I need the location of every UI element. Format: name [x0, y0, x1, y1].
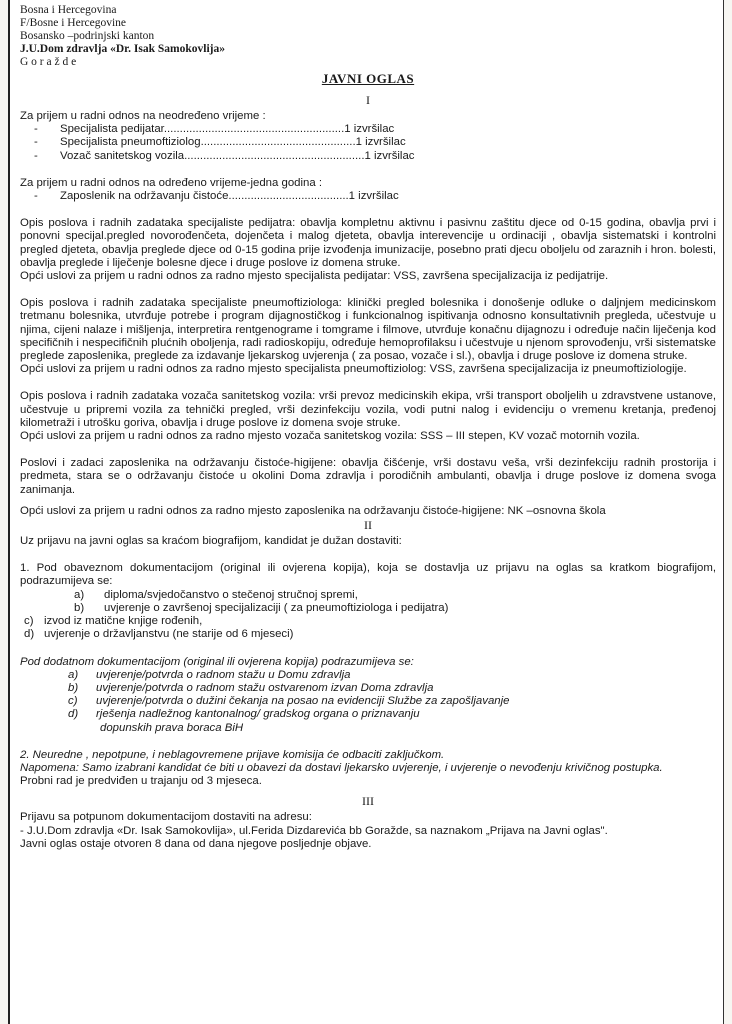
additional-doc-item: c) uvjerenje/potvrda o dužini čekanja na posao na evidenciji Službe za zapošljavanje — [68, 695, 510, 708]
pneumoftiziolog-conditions: Opći uslovi za prijem u radni odnos za radno mjesto specijalista pneumoftiziolog: VSS, završena specijalizacija iz pneumoftiziologije. — [20, 363, 687, 376]
section-numeral-iii: III — [362, 794, 374, 809]
additional-doc-continuation: dopunskih prava boraca BiH — [100, 721, 244, 734]
indefinite-intro: Za prijem u radni odnos na neodređeno vrijeme : — [20, 110, 266, 122]
pediatrician-duties: Opis poslova i radnih zadataka specijaliste pedijatra: obavlja kompletnu aktivnu i pasivnu zaštitu djece od 0-15 godina, obavlja prvi i ponovni specijal.pregled novorođenčeta, dojenčeta i malog djeteta, obavlja interevencije u ordinaciji , obavlja sistematski i kontrolni pregled djeteta, obavlja preglede djece od 0-15 godina prije izvođenja imunizacije, posebno prati djecu oboljelu od zaraznih i hron. bolesti, obavlja preglede i liječenje bolesne djece i druge poslove iz domena struke. — [20, 217, 716, 269]
driver-conditions: Opći uslovi za prijem u radni odnos za radno mjesto vozača sanitetskog vozila: SSS – III stepen, KV vozač motornih vozila. — [20, 430, 640, 443]
documents-intro: Uz prijavu na javni oglas sa kraćom biografijom, kandidat je dužan dostaviti: — [20, 535, 402, 548]
submission-address: - J.U.Dom zdravlja «Dr. Isak Samokovlija», ul.Ferida Dizdarevića bb Goražde, sa naznakom „Prijava na Javni oglas". — [20, 824, 608, 837]
letterhead-entity: F/Bosne i Hercegovine — [20, 17, 127, 29]
section-numeral-i: I — [366, 93, 370, 107]
ad-open-duration: Javni oglas ostaje otvoren 8 dana od dana njegove posljednje objave. — [20, 837, 372, 850]
mandatory-doc-item: d) uvjerenje o državljanstvu (ne starije od 6 mjeseci) — [24, 628, 294, 641]
position-item: - Specijalista pneumoftiziolog.................................................1 izvršilac — [34, 136, 406, 149]
cleaner-conditions: Opći uslovi za prijem u radni odnos za radno mjesto zaposlenika na održavanju čistoće-higijene: NK –osnovna škola — [20, 504, 606, 517]
pneumoftiziolog-duties: Opis poslova i radnih zadataka specijaliste pneumoftiziologa: klinički pregled bolesnika i donošenje odluke o daljnjem medicinskom tretmanu bolesnika, utvrđuje potrebe i program dijagnostičkog i funkcionalnog ispitivanja odnosno konsultativnih pregleda, učestvuje u njima, cijeni nalaze i mišljenja, interpretira rentgenograme i tomgrame i filmove, utvrđuje konačnu dijagnozu i određuje način liječenja kod specifičnih i nespecifičnih plućnih oboljenja, radi radioskopiju, određuje hemoprofilaksu i učestvuje u njenom sprovođenju, vrši sistematske preglede zaposlenika, preglede za izdavanje ljekarskog uvjerenja ( za posao, vozače i sl.), obavlja i druge poslove iz domena struke. — [20, 297, 716, 363]
document-page — [8, 0, 724, 1024]
submission-instruction: Prijavu sa potpunom dokumentacijom dostaviti na adresu: — [20, 811, 312, 824]
definite-intro: Za prijem u radni odnos na određeno vrijeme-jedna godina : — [20, 176, 323, 189]
document-title: JAVNI OGLAS — [321, 71, 415, 86]
section-numeral-ii: II — [364, 518, 372, 533]
incomplete-applications-note: 2. Neuredne , nepotpune, i neblagovremene prijave komisija će odbaciti zaključkom. — [20, 748, 445, 761]
driver-duties: Opis poslova i radnih zadataka vozača sanitetskog vozila: vrši prevoz medicinskih ekipa, vrši transport oboljelih u zdravstvene ustanove, učestvuje u pripremi vozila za tehnički pregled, vrši dezinfekciju vozila, vodi putni nalog i evidenciju o vremenu kretanja, pređenoj kilometraži i utrošku goriva, obavlja i druge poslove iz domena svoje struke. — [20, 390, 716, 429]
letterhead-country: Bosna i Hercegovina — [20, 4, 117, 16]
additional-doc-item: d) rješenja nadležnog kantonalnog/ gradskog organa o priznavanju — [68, 708, 420, 721]
letterhead — [20, 4, 716, 69]
letterhead-city: G o r a ž d e — [20, 56, 77, 68]
cleaner-duties: Poslovi i zadaci zaposlenika na održavanju čistoće-higijene: obavlja čišćenje, vrši dostavu veša, vrši dezinfekciju radnih prostorija i predmeta, stara se o održavanju čistoće u okolini Doma zdravlja i porodičnih ambulanti, obavlja i druge poslove iz domena svoga zanimanja. — [20, 457, 716, 496]
probation-note: Probni rad je predviđen u trajanju od 3 mjeseca. — [20, 775, 262, 788]
additional-docs-intro: Pod dodatnom dokumentacijom (original ili ovjerena kopija) podrazumijeva se: — [20, 655, 414, 668]
additional-doc-item: b) uvjerenje/potvrda o radnom stažu ostvarenom izvan Doma zdravlja — [68, 681, 434, 694]
mandatory-doc-item: c) izvod iz matične knjige rođenih, — [24, 615, 203, 628]
position-item: - Zaposlenik na održavanju čistoće......................................1 izvršilac — [34, 190, 399, 203]
mandatory-doc-item: a) diploma/svjedočanstvo o stečenoj stručnoj spremi, — [74, 588, 358, 601]
letterhead-institution: J.U.Dom zdravlja «Dr. Isak Samokovlija» — [20, 43, 225, 55]
position-item: - Vozač sanitetskog vozila.........................................................1 izvršilac — [34, 149, 415, 162]
pediatrician-conditions: Opći uslovi za prijem u radni odnos za radno mjesto specijalista pedijatar: VSS, završena specijalizacija iz pedijatrije. — [20, 270, 609, 283]
document-body — [20, 4, 716, 851]
mandatory-doc-item: b) uvjerenje o završenoj specijalizaciji ( za pneumoftiziologa i pedijatra) — [74, 601, 449, 614]
position-item: - Specijalista pedijatar.........................................................1 izvršilac — [34, 123, 395, 136]
letterhead-canton: Bosansko –podrinjski kanton — [20, 30, 155, 42]
selected-candidate-note: Napomena: Samo izabrani kandidat će biti u obavezi da dostavi ljekarsko uvjerenje, i uvjerenje o nevođenju krivičnog postupka. — [20, 761, 663, 774]
additional-doc-item: a) uvjerenje/potvrda o radnom stažu u Domu zdravlja — [68, 668, 351, 681]
mandatory-docs-intro: 1. Pod obaveznom dokumentacijom (original ili ovjerena kopija), koja se dostavlja uz prijavu na oglas sa kratkom biografijom, podrazumijeva se: — [20, 562, 716, 588]
